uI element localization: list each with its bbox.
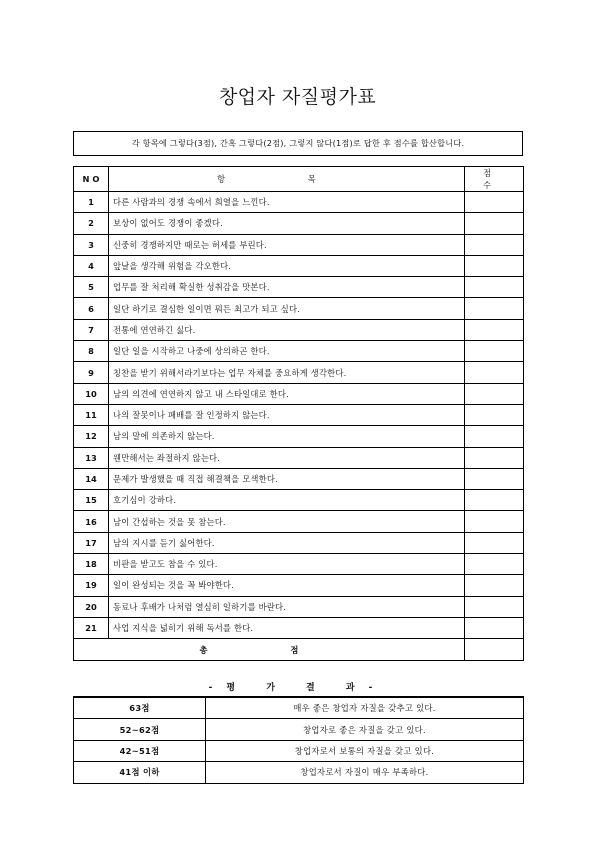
row-number: 1: [74, 192, 109, 213]
table-row: [74, 575, 524, 596]
table-row: [74, 341, 524, 362]
row-score-cell[interactable]: [465, 277, 524, 298]
result-range: 52~62점: [74, 719, 206, 740]
row-number: 3: [74, 234, 109, 255]
row-number: 15: [74, 490, 109, 511]
header-score: [465, 167, 524, 192]
table-row: [74, 490, 524, 511]
row-item: 일단 하기로 결심한 일이면 뭐든 최고가 되고 싶다.: [109, 298, 465, 319]
row-score-cell[interactable]: [465, 511, 524, 532]
result-row: [74, 762, 524, 783]
row-number: 10: [74, 383, 109, 404]
result-description: 창업자로서 보통의 자질을 갖고 있다.: [206, 740, 524, 761]
row-number: 16: [74, 511, 109, 532]
instruction-box: 각 항목에 그렇다(3점), 간혹 그렇다(2점), 그렇지 않다(1점)로 답한 후 점수를 합산합니다.: [73, 131, 523, 156]
total-score-cell[interactable]: [465, 639, 524, 661]
row-number: 12: [74, 426, 109, 447]
row-number: 14: [74, 468, 109, 489]
total-row: [74, 639, 524, 661]
row-item: 비판을 받고도 참을 수 있다.: [109, 554, 465, 575]
row-number: 18: [74, 554, 109, 575]
result-row: [74, 740, 524, 761]
result-description: 창업자로 좋은 자질을 갖고 있다.: [206, 719, 524, 740]
row-number: 9: [74, 362, 109, 383]
result-row: [74, 697, 524, 719]
table-row: [74, 468, 524, 489]
row-number: 20: [74, 596, 109, 617]
table-row: [74, 596, 524, 617]
table-row: [74, 426, 524, 447]
row-item: 남의 의견에 연연하지 않고 내 스타일대로 한다.: [109, 383, 465, 404]
table-row: [74, 362, 524, 383]
row-item: 일단 일을 시작하고 나중에 상의하곤 한다.: [109, 341, 465, 362]
row-score-cell[interactable]: [465, 596, 524, 617]
row-item: 나의 잘못이나 패배를 잘 인정하지 않는다.: [109, 404, 465, 425]
row-item: 남이 간섭하는 것을 못 참는다.: [109, 511, 465, 532]
row-item: 호기심이 강하다.: [109, 490, 465, 511]
row-item: 사업 지식을 넓히기 위해 독서를 한다.: [109, 617, 465, 638]
table-row: [74, 298, 524, 319]
row-score-cell[interactable]: [465, 575, 524, 596]
row-number: 17: [74, 532, 109, 553]
row-number: 21: [74, 617, 109, 638]
row-number: 13: [74, 447, 109, 468]
results-table: [73, 696, 524, 784]
row-item: 동료나 후배가 나처럼 열심히 일하기를 바란다.: [109, 596, 465, 617]
row-score-cell[interactable]: [465, 468, 524, 489]
row-score-cell[interactable]: [465, 532, 524, 553]
table-row: [74, 447, 524, 468]
row-item: 일이 완성되는 것을 꼭 봐야한다.: [109, 575, 465, 596]
row-item: 웬만해서는 좌절하지 않는다.: [109, 447, 465, 468]
row-score-cell[interactable]: [465, 213, 524, 234]
row-item: 전통에 연연하긴 싫다.: [109, 319, 465, 340]
row-item: 다른 사람과의 경쟁 속에서 희열을 느낀다.: [109, 192, 465, 213]
result-range: 63점: [74, 697, 206, 719]
result-row: [74, 719, 524, 740]
page-title: 창업자 자질평가표: [218, 86, 377, 108]
row-score-cell[interactable]: [465, 404, 524, 425]
table-row: [74, 234, 524, 255]
row-number: 4: [74, 255, 109, 276]
row-item: 앞날을 생각해 위험을 각오한다.: [109, 255, 465, 276]
row-score-cell[interactable]: [465, 362, 524, 383]
table-row: [74, 554, 524, 575]
row-score-cell[interactable]: [465, 192, 524, 213]
result-range: 42~51점: [74, 740, 206, 761]
total-label: 총 점: [199, 644, 339, 655]
row-number: 7: [74, 319, 109, 340]
row-item: 칭찬을 받기 위해서라기보다는 업무 자체를 중요하게 생각한다.: [109, 362, 465, 383]
row-score-cell[interactable]: [465, 617, 524, 638]
table-row: [74, 255, 524, 276]
row-number: 11: [74, 404, 109, 425]
row-item: 업무를 잘 처리해 확실한 성취감을 맛본다.: [109, 277, 465, 298]
table-row: [74, 319, 524, 340]
row-score-cell[interactable]: [465, 234, 524, 255]
table-row: [74, 404, 524, 425]
row-score-cell[interactable]: [465, 490, 524, 511]
table-header-row: [74, 167, 524, 192]
table-row: [74, 383, 524, 404]
row-score-cell[interactable]: [465, 341, 524, 362]
header-score-label: 점 수: [482, 168, 505, 190]
row-item: 남의 말에 의존하지 않는다.: [109, 426, 465, 447]
row-number: 6: [74, 298, 109, 319]
row-score-cell[interactable]: [465, 319, 524, 340]
row-score-cell[interactable]: [465, 383, 524, 404]
result-range: 41점 이하: [74, 762, 206, 783]
row-score-cell[interactable]: [465, 255, 524, 276]
table-row: [74, 277, 524, 298]
header-no: N O: [74, 167, 109, 192]
row-number: 8: [74, 341, 109, 362]
row-number: 5: [74, 277, 109, 298]
row-number: 19: [74, 575, 109, 596]
results-title: -평 가 결 과-: [208, 683, 387, 693]
row-item: 남의 지시를 듣기 싫어한다.: [109, 532, 465, 553]
row-item: 신중히 경쟁하지만 때로는 허세를 부린다.: [109, 234, 465, 255]
table-row: [74, 617, 524, 638]
header-item-label: 항 목: [217, 174, 356, 184]
row-score-cell[interactable]: [465, 426, 524, 447]
row-item: 문제가 발생했을 때 직접 해결책을 모색한다.: [109, 468, 465, 489]
table-row: [74, 192, 524, 213]
row-number: 2: [74, 213, 109, 234]
evaluation-table: [73, 166, 524, 661]
row-score-cell[interactable]: [465, 298, 524, 319]
table-row: [74, 511, 524, 532]
row-score-cell[interactable]: [465, 447, 524, 468]
result-description: 매우 좋은 창업자 자질을 갖추고 있다.: [206, 697, 524, 719]
table-row: [74, 532, 524, 553]
table-row: [74, 213, 524, 234]
total-label-cell: [74, 639, 465, 661]
result-description: 창업자로서 자질이 매우 부족하다.: [206, 762, 524, 783]
row-score-cell[interactable]: [465, 554, 524, 575]
row-item: 보상이 없어도 경쟁이 좋겠다.: [109, 213, 465, 234]
header-item: [109, 167, 465, 192]
